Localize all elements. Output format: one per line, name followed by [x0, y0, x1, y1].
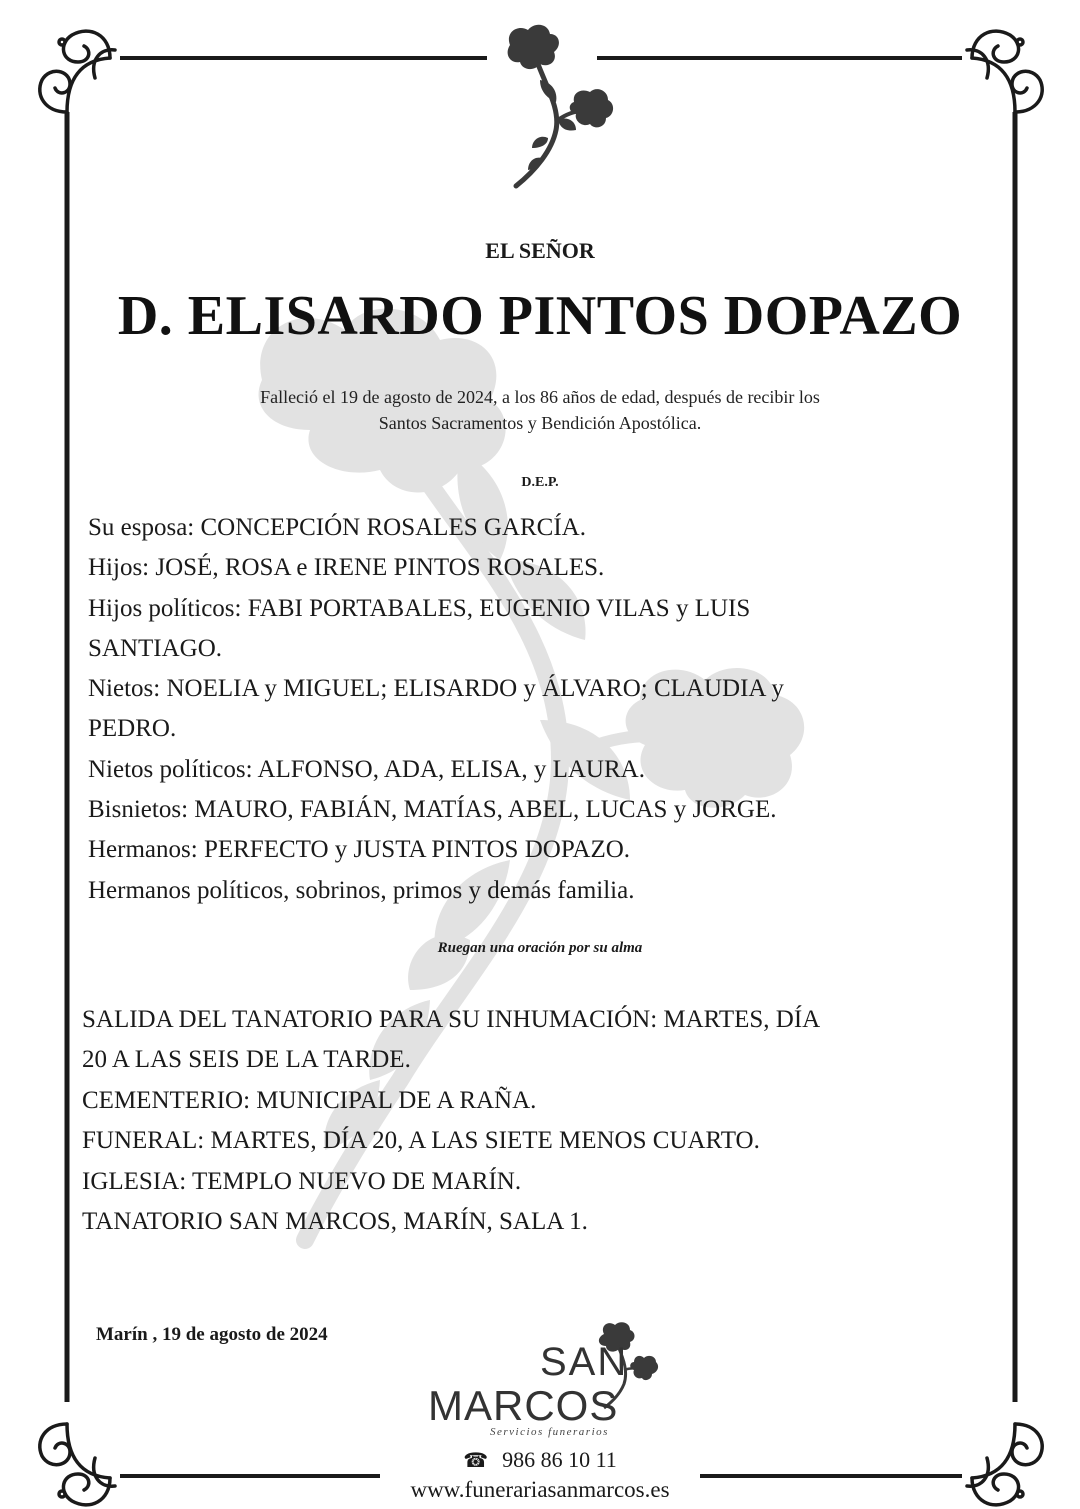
corner-ornament-top-right [967, 31, 1042, 112]
family-list [88, 508, 968, 911]
family-line: Hijos políticos: FABI PORTABALES, EUGENIO VILAS y LUIS [88, 594, 751, 622]
family-line: SANTIAGO. [88, 634, 223, 662]
top-flower-icon [500, 20, 620, 192]
logo-text-marcos: MARCOS [428, 1382, 619, 1429]
family-line: Hermanos políticos, sobrinos, primos y demás familia. [88, 876, 635, 904]
family-line: Nietos políticos: ALFONSO, ADA, ELISA, y LAURA. [88, 755, 645, 783]
deceased-name: D. ELISARDO PINTOS DOPAZO [117, 285, 963, 347]
service-line: IGLESIA: TEMPLO NUEVO DE MARÍN. [82, 1167, 522, 1195]
family-line: Hijos: JOSÉ, ROSA e IRENE PINTOS ROSALES. [88, 554, 605, 582]
website-url: www.funerariasanmarcos.es [410, 1477, 670, 1502]
service-line: FUNERAL: MARTES, DÍA 20, A LAS SIETE MENOS CUARTO. [82, 1127, 760, 1155]
family-line: Hermanos: PERFECTO y JUSTA PINTOS DOPAZO. [88, 836, 631, 864]
dep-text: D.E.P. [521, 475, 559, 490]
family-line: Su esposa: CONCEPCIÓN ROSALES GARCÍA. [88, 514, 586, 541]
death-details [0, 384, 1080, 436]
service-line: TANATORIO SAN MARCOS, MARÍN, SALA 1. [82, 1208, 588, 1236]
telephone-icon: ☎ [463, 1450, 489, 1472]
logo-text-san: SAN [540, 1340, 629, 1384]
service-line: 20 A LAS SEIS DE LA TARDE. [82, 1046, 411, 1074]
logo-tagline: Servicios funerarios [490, 1426, 609, 1438]
death-details-line: Santos Sacramentos y Bendición Apostólica. [378, 413, 702, 433]
family-line: PEDRO. [88, 715, 177, 743]
notice-label: EL SEÑOR [485, 238, 595, 263]
corner-ornament-top-left [40, 31, 115, 112]
death-details-line: Falleció el 19 de agosto de 2024, a los 86 años de edad, después de recibir los [260, 387, 820, 407]
service-line: SALIDA DEL TANATORIO PARA SU INHUMACIÓN: MARTES, DÍA [82, 1006, 821, 1033]
family-line: Nietos: NOELIA y MIGUEL; ELISARDO y ÁLVARO; CLAUDIA y [88, 675, 784, 703]
service-details [82, 1000, 982, 1242]
prayer-text: Ruegan una oración por su alma [437, 940, 643, 956]
family-line: Bisnietos: MAURO, FABIÁN, MATÍAS, ABEL, LUCAS y JORGE. [88, 796, 777, 824]
phone-number: 986 86 10 11 [502, 1447, 617, 1472]
phone-contact [0, 1447, 1080, 1473]
place-date: Marín , 19 de agosto de 2024 [96, 1324, 328, 1345]
service-line: CEMENTERIO: MUNICIPAL DE A RAÑA. [82, 1086, 537, 1114]
